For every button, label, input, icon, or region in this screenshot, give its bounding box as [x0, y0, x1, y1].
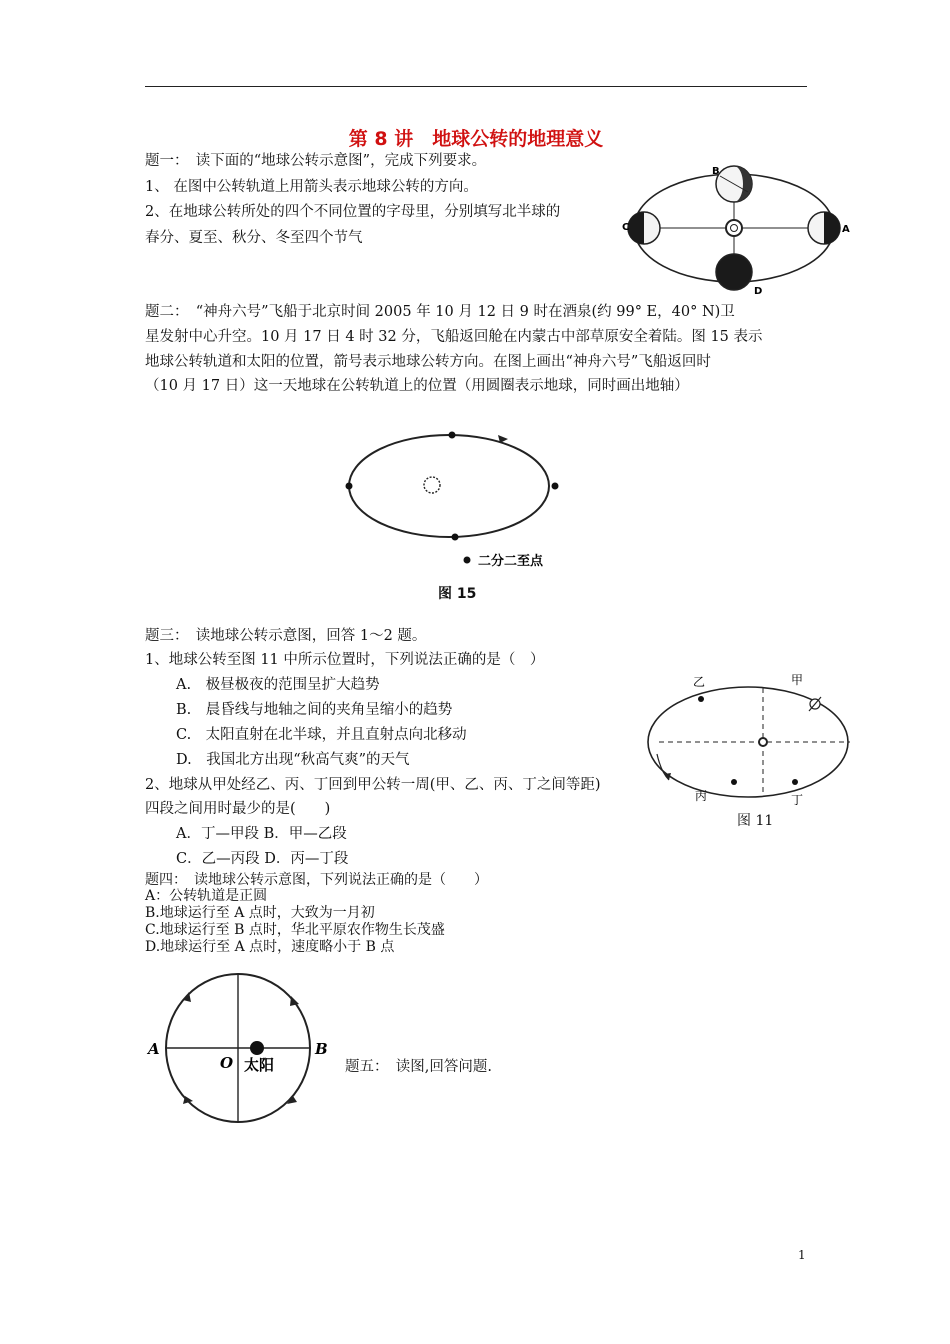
q1-item2b: 春分、夏至、秋分、冬至四个节气: [145, 230, 363, 246]
q5-intro: 题五： 读图,回答问题.: [345, 1059, 492, 1075]
q2-orbit-diagram: [340, 425, 580, 605]
q3-label-jia: 甲: [791, 673, 804, 687]
q4-label-a: A: [148, 1040, 160, 1058]
q2-caption: 图 15: [438, 586, 477, 602]
q1-label-a: A: [842, 224, 850, 235]
q2-line3: 地球公转轨道和太阳的位置，箭号表示地球公转方向。在图上画出“神舟六号”飞船返回时: [145, 354, 711, 370]
q4-option-c: C.地球运行至 B 点时，华北平原农作物生长茂盛: [145, 922, 445, 938]
q4-intro: 题四： 读地球公转示意图，下列说法正确的是（ ）: [145, 872, 488, 888]
page-number: 1: [798, 1248, 806, 1262]
q3-label-ding: 丁: [791, 793, 804, 807]
q1-orbit-diagram: [620, 158, 850, 298]
q4-label-o: O: [220, 1054, 234, 1072]
q2-legend: 二分二至点: [478, 554, 544, 569]
q3-label-yi: 乙: [693, 675, 706, 689]
q1-label-c: C: [622, 222, 630, 233]
q1-intro: 题一： 读下面的“地球公转示意图”，完成下列要求。: [145, 153, 487, 169]
q1-label-b: B: [712, 166, 720, 177]
page-title: 第 8 讲 地球公转的地理意义: [348, 128, 604, 150]
q3-option-c: C. 太阳直射在北半球，并且直射点向北移动: [176, 727, 467, 743]
q3-caption: 图 11: [737, 813, 774, 829]
q3-option-a: A. 极昼极夜的范围呈扩大趋势: [176, 677, 380, 693]
q3-intro: 题三： 读地球公转示意图，回答 1～2 题。: [145, 628, 427, 644]
q1-label-d: D: [754, 286, 763, 297]
q2-line2: 星发射中心升空。10 月 17 日 4 时 32 分，飞船返回舱在内蒙古中部草原安全着陆。图 15 表示: [145, 329, 763, 345]
q3-question2b: 四段之间用时最少的是( ): [145, 801, 331, 817]
q3-question1: 1、地球公转至图 11 中所示位置时，下列说法正确的是（ ）: [145, 652, 545, 668]
q3-option-b: B. 晨昏线与地轴之间的夹角呈缩小的趋势: [176, 702, 453, 718]
q3-question2a: 2、地球从甲处经乙、丙、丁回到甲公转一周(甲、乙、丙、丁之间等距): [145, 777, 601, 793]
q3-option-d: D. 我国北方出现“秋高气爽”的天气: [176, 752, 410, 768]
q4-label-sun: 太阳: [244, 1056, 275, 1074]
q3-option2-ab: A．丁—甲段 B．甲—乙段: [176, 826, 347, 842]
q4-option-a: A：公转轨道是正圆: [145, 888, 268, 904]
header-rule: [145, 86, 807, 87]
q1-item1: 1、 在图中公转轨道上用箭头表示地球公转的方向。: [145, 179, 478, 195]
q4-orbit-diagram: [145, 972, 345, 1132]
q3-orbit-diagram: [645, 672, 855, 812]
q4-label-b: B: [315, 1040, 328, 1058]
q1-item2a: 2、在地球公转所处的四个不同位置的字母里，分别填写北半球的: [145, 204, 561, 220]
q3-label-bing: 丙: [695, 789, 708, 803]
q2-line4: （10 月 17 日）这一天地球在公转轨道上的位置（用圆圈表示地球，同时画出地轴）: [145, 378, 689, 394]
q3-option2-cd: C．乙—丙段 D．丙—丁段: [176, 851, 349, 867]
q2-line1: 题二： “神舟六号”飞船于北京时间 2005 年 10 月 12 日 9 时在酒泉(约 99° E，40° N)卫: [145, 304, 735, 320]
q4-option-d: D.地球运行至 A 点时，速度略小于 B 点: [145, 939, 395, 955]
q4-option-b: B.地球运行至 A 点时，大致为一月初: [145, 905, 375, 921]
